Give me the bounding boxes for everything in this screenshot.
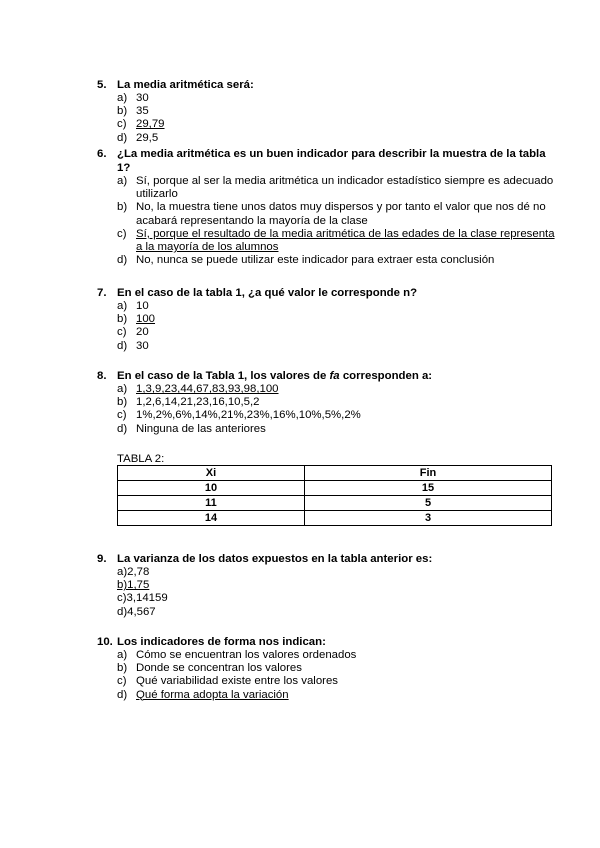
option-letter: a) xyxy=(117,92,128,104)
table-cell: 15 xyxy=(305,481,552,496)
question-6 xyxy=(97,147,557,267)
option-letter: d) xyxy=(117,131,128,144)
option xyxy=(97,606,557,619)
question-text: La varianza de los datos expuestos en la tabla anterior es: xyxy=(117,553,433,565)
table-header-row xyxy=(118,466,552,481)
question-8 xyxy=(97,369,557,436)
option xyxy=(97,175,557,201)
table-2-label: TABLA 2: xyxy=(117,453,165,465)
table-row xyxy=(118,481,552,496)
question-7 xyxy=(97,286,557,353)
option xyxy=(97,579,557,592)
option xyxy=(97,105,557,118)
table-header-cell: Xi xyxy=(118,466,305,481)
option-text: d)4,567 xyxy=(117,605,156,618)
option-text: 1,2,6,14,21,23,16,10,5,2 xyxy=(136,396,260,409)
option-letter: c) xyxy=(117,118,127,131)
table-header-cell: Fin xyxy=(305,466,552,481)
option-letter: c) xyxy=(117,227,127,240)
correct-option-text: 100 xyxy=(136,313,156,326)
option-text: 10 xyxy=(136,300,149,312)
option xyxy=(97,675,557,688)
table-cell: 10 xyxy=(118,481,305,496)
question-5 xyxy=(97,78,557,145)
option-text: 20 xyxy=(136,326,149,339)
option-letter: b) xyxy=(117,313,128,326)
option xyxy=(97,383,557,396)
option xyxy=(97,254,557,267)
option-text: No, la muestra tiene unos datos muy dispersos y por tanto el valor que nos dé no acabará representando la mayoría de la clase xyxy=(136,201,546,227)
question-text: ¿La media aritmética es un buen indicador para describir la muestra de la tabla 1? xyxy=(117,148,546,174)
option xyxy=(97,423,557,436)
option-text: No, nunca se puede utilizar este indicador para extraer esta conclusión xyxy=(136,254,495,267)
option xyxy=(97,340,557,353)
option-text: Sí, porque al ser la media aritmética un indicador estadístico siempre es adecuado utilizarlo xyxy=(136,175,554,201)
table-cell: 14 xyxy=(118,511,305,526)
option xyxy=(97,409,557,422)
option-text: Cómo se encuentran los valores ordenados xyxy=(136,649,357,661)
option-text: 35 xyxy=(136,105,149,118)
correct-option-text: Qué forma adopta la variación xyxy=(136,688,289,701)
option-text: 30 xyxy=(136,339,149,352)
question-number: 5. xyxy=(97,79,107,91)
option xyxy=(97,132,557,145)
option-text: 1%,2%,6%,14%,21%,23%,16%,10%,5%,2% xyxy=(136,409,361,422)
option-text: Qué variabilidad existe entre los valores xyxy=(136,675,338,688)
question-number: 7. xyxy=(97,287,107,299)
option-text: Donde se concentran los valores xyxy=(136,662,302,675)
option-text: 29,5 xyxy=(136,131,159,144)
option-letter: b) xyxy=(117,201,128,214)
option-letter: c) xyxy=(117,326,127,339)
option-text: Ninguna de las anteriores xyxy=(136,422,266,435)
option xyxy=(97,118,557,131)
question-text: La media aritmética será: xyxy=(117,79,254,91)
question-10 xyxy=(97,635,557,702)
option-text: a)2,78 xyxy=(117,566,150,578)
option-letter: a) xyxy=(117,300,128,312)
option xyxy=(97,592,557,605)
correct-option-text: 29,79 xyxy=(136,118,165,131)
table-2 xyxy=(117,465,552,526)
option xyxy=(97,396,557,409)
option-letter: a) xyxy=(117,175,128,187)
option-letter: d) xyxy=(117,422,128,435)
correct-option-text: Sí, porque el resultado de la media aritmética de las edades de la clase representa a la mayoría de los alumnos xyxy=(136,227,555,254)
option-letter: b) xyxy=(117,662,128,675)
question-number: 9. xyxy=(97,553,107,565)
option-letter: c) xyxy=(117,409,127,422)
option xyxy=(97,326,557,339)
question-number: 8. xyxy=(97,370,107,382)
option-letter: b) xyxy=(117,105,128,118)
option xyxy=(97,566,557,579)
question-9 xyxy=(97,552,557,619)
table-cell: 11 xyxy=(118,496,305,511)
option xyxy=(97,201,557,227)
option xyxy=(97,313,557,326)
option xyxy=(97,92,557,105)
question-text: En el caso de la Tabla 1, los valores de fa corresponden a: xyxy=(117,370,433,382)
option-letter: d) xyxy=(117,254,128,267)
correct-option-text: 1,3,9,23,44,67,83,93,98,100 xyxy=(136,383,279,395)
table-cell: 5 xyxy=(305,496,552,511)
question-text: En el caso de la tabla 1, ¿a qué valor le corresponde n? xyxy=(117,287,418,299)
question-number: 10. xyxy=(97,636,113,648)
option xyxy=(97,662,557,675)
option-letter: d) xyxy=(117,688,128,701)
option-letter: a) xyxy=(117,383,128,395)
option-text: 30 xyxy=(136,92,149,104)
correct-option-text: b)1,75 xyxy=(117,579,150,592)
table-row xyxy=(118,511,552,526)
option-letter: d) xyxy=(117,339,128,352)
option-letter: c) xyxy=(117,675,127,688)
question-text: Los indicadores de forma nos indican: xyxy=(117,636,326,648)
option xyxy=(97,228,557,254)
table-row xyxy=(118,496,552,511)
question-number: 6. xyxy=(97,148,107,160)
table-cell: 3 xyxy=(305,511,552,526)
option-text: c)3,14159 xyxy=(117,592,168,605)
option xyxy=(97,649,557,662)
option xyxy=(97,300,557,313)
option xyxy=(97,689,557,702)
option-letter: b) xyxy=(117,396,128,409)
option-letter: a) xyxy=(117,649,128,661)
